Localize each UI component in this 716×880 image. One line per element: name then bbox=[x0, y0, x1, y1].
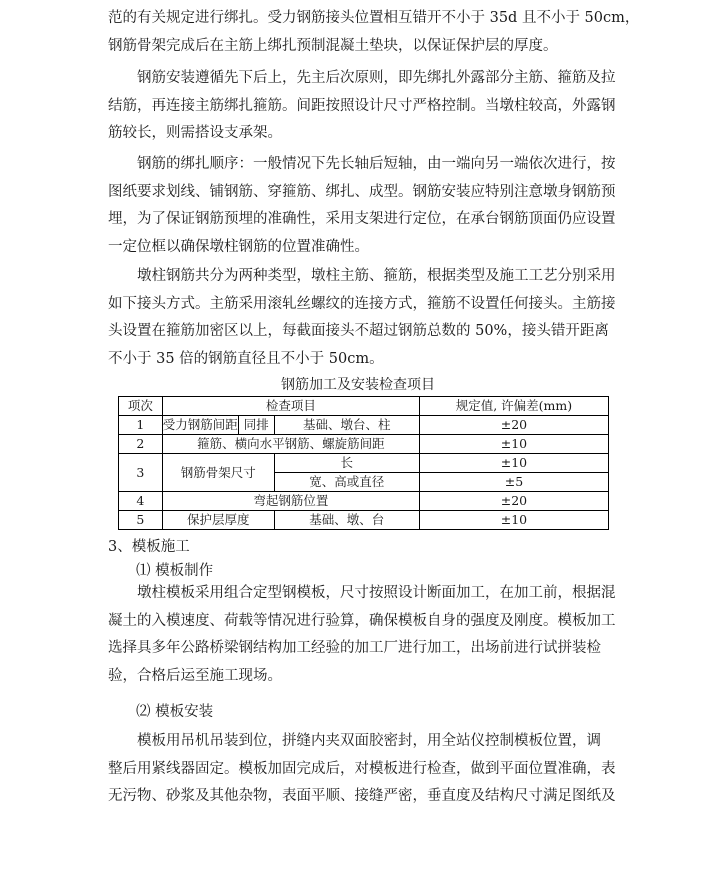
cell-item: 保护层厚度 bbox=[162, 511, 274, 530]
paragraph-rebar-binding bbox=[108, 5, 640, 60]
cell-detail: 基础、墩台、柱 bbox=[274, 416, 419, 435]
cell-no: 1 bbox=[119, 416, 163, 435]
text-line: 墩柱钢筋共分为两种类型，墩柱主筋、箍筋，根据类型及施工工艺分别采用 bbox=[108, 268, 616, 284]
text-line: 选择具多年公路桥梁钢结构加工经验的加工厂进行加工，出场前进行试拼装检 bbox=[108, 640, 601, 656]
paragraph-column-rebar bbox=[108, 263, 616, 373]
table-row bbox=[119, 435, 609, 454]
cell-no: 3 bbox=[119, 454, 163, 492]
text-line: 无污物、砂浆及其他杂物，表面平顺、接缝严密，垂直度及结构尺寸满足图纸及 bbox=[108, 788, 616, 804]
text-line: 钢筋的绑扎顺序：一般情况下先长轴后短轴，由一端向另一端依次进行，按 bbox=[108, 156, 616, 172]
subsection-heading: ⑴ 模板制作 bbox=[136, 563, 214, 579]
header-no: 项次 bbox=[119, 397, 163, 416]
cell-detail: 长 bbox=[274, 454, 419, 473]
header-item: 检查项目 bbox=[162, 397, 419, 416]
cell-tolerance: ±10 bbox=[419, 454, 608, 473]
header-tolerance: 规定值, 许偏差(mm) bbox=[419, 397, 608, 416]
cell-tolerance: ±20 bbox=[419, 416, 608, 435]
paragraph-rebar-installation bbox=[108, 65, 616, 148]
table-caption: 钢筋加工及安装检查项目 bbox=[281, 377, 435, 393]
cell-item: 弯起钢筋位置 bbox=[162, 492, 419, 511]
paragraph-formwork-fabrication bbox=[108, 580, 616, 690]
cell-tolerance: ±20 bbox=[419, 492, 608, 511]
subsection-heading: ⑵ 模板安装 bbox=[136, 704, 214, 720]
cell-item: 受力钢筋间距 bbox=[162, 416, 238, 435]
table-row bbox=[119, 416, 609, 435]
cell-tolerance: ±5 bbox=[419, 473, 608, 492]
inspection-table bbox=[118, 396, 609, 530]
text-line: 钢筋安装遵循先下后上，先主后次原则，即先绑扎外露部分主筋、箍筋及拉 bbox=[108, 70, 616, 86]
text-line: 头设置在箍筋加密区以上，每截面接头不超过钢筋总数的 50%，接头错开距离 bbox=[108, 323, 609, 339]
cell-detail: 基础、墩、台 bbox=[274, 511, 419, 530]
paragraph-binding-order bbox=[108, 151, 616, 261]
text-line: 凝土的入模速度、荷载等情况进行验算，确保模板自身的强度及刚度。模板加工 bbox=[108, 612, 616, 629]
cell-no: 5 bbox=[119, 511, 163, 530]
table-row bbox=[119, 511, 609, 530]
table-row bbox=[119, 454, 609, 473]
section-heading: 3、模板施工 bbox=[108, 539, 190, 555]
cell-tolerance: ±10 bbox=[419, 511, 608, 530]
cell-item: 箍筋、横向水平钢筋、螺旋筋间距 bbox=[162, 435, 419, 454]
text-line: 图纸要求划线、铺钢筋、穿箍筋、绑扎、成型。钢筋安装应特别注意墩身钢筋预 bbox=[108, 183, 616, 200]
text-line: 不小于 35 倍的钢筋直径且不小于 50cm。 bbox=[108, 350, 384, 367]
text-line: 墩柱模板采用组合定型钢模板，尺寸按照设计断面加工，在加工前，根据混 bbox=[108, 585, 616, 601]
cell-tolerance: ±10 bbox=[419, 435, 608, 454]
table-row bbox=[119, 492, 609, 511]
cell-detail: 宽、高或直径 bbox=[274, 473, 419, 492]
text-line: 钢筋骨架完成后在主筋上绑扎预制混凝土垫块，以保证保护层的厚度。 bbox=[108, 37, 558, 54]
text-line: 结筋，再连接主筋绑扎箍筋。间距按照设计尺寸严格控制。当墩柱较高，外露钢 bbox=[108, 97, 616, 114]
cell-sub: 同排 bbox=[238, 416, 274, 435]
table-header-row bbox=[119, 397, 609, 416]
cell-item: 钢筋骨架尺寸 bbox=[162, 454, 274, 492]
text-line: 验，合格后运至施工现场。 bbox=[108, 667, 282, 684]
paragraph-formwork-installation bbox=[108, 728, 616, 811]
cell-no: 2 bbox=[119, 435, 163, 454]
text-line: 整后用紧线器固定。模板加固完成后，对模板进行检查，做到平面位置准确，表 bbox=[108, 760, 616, 777]
text-line: 范的有关规定进行绑扎。受力钢筋接头位置相互错开不小于 35d 且不小于 50cm， bbox=[108, 10, 640, 26]
text-line: 模板用吊机吊装到位，拼缝内夹双面胶密封，用全站仪控制模板位置，调 bbox=[108, 733, 601, 749]
text-line: 如下接头方式。主筋采用滚轧丝螺纹的连接方式，箍筋不设置任何接头。主筋接 bbox=[108, 295, 616, 312]
cell-no: 4 bbox=[119, 492, 163, 511]
text-line: 筋较长，则需搭设支承架。 bbox=[108, 125, 282, 141]
text-line: 埋，为了保证钢筋预埋的准确性，采用支架进行定位，在承台钢筋顶面仍应设置 bbox=[108, 211, 616, 227]
text-line: 一定位框以确保墩柱钢筋的位置准确性。 bbox=[108, 238, 369, 255]
